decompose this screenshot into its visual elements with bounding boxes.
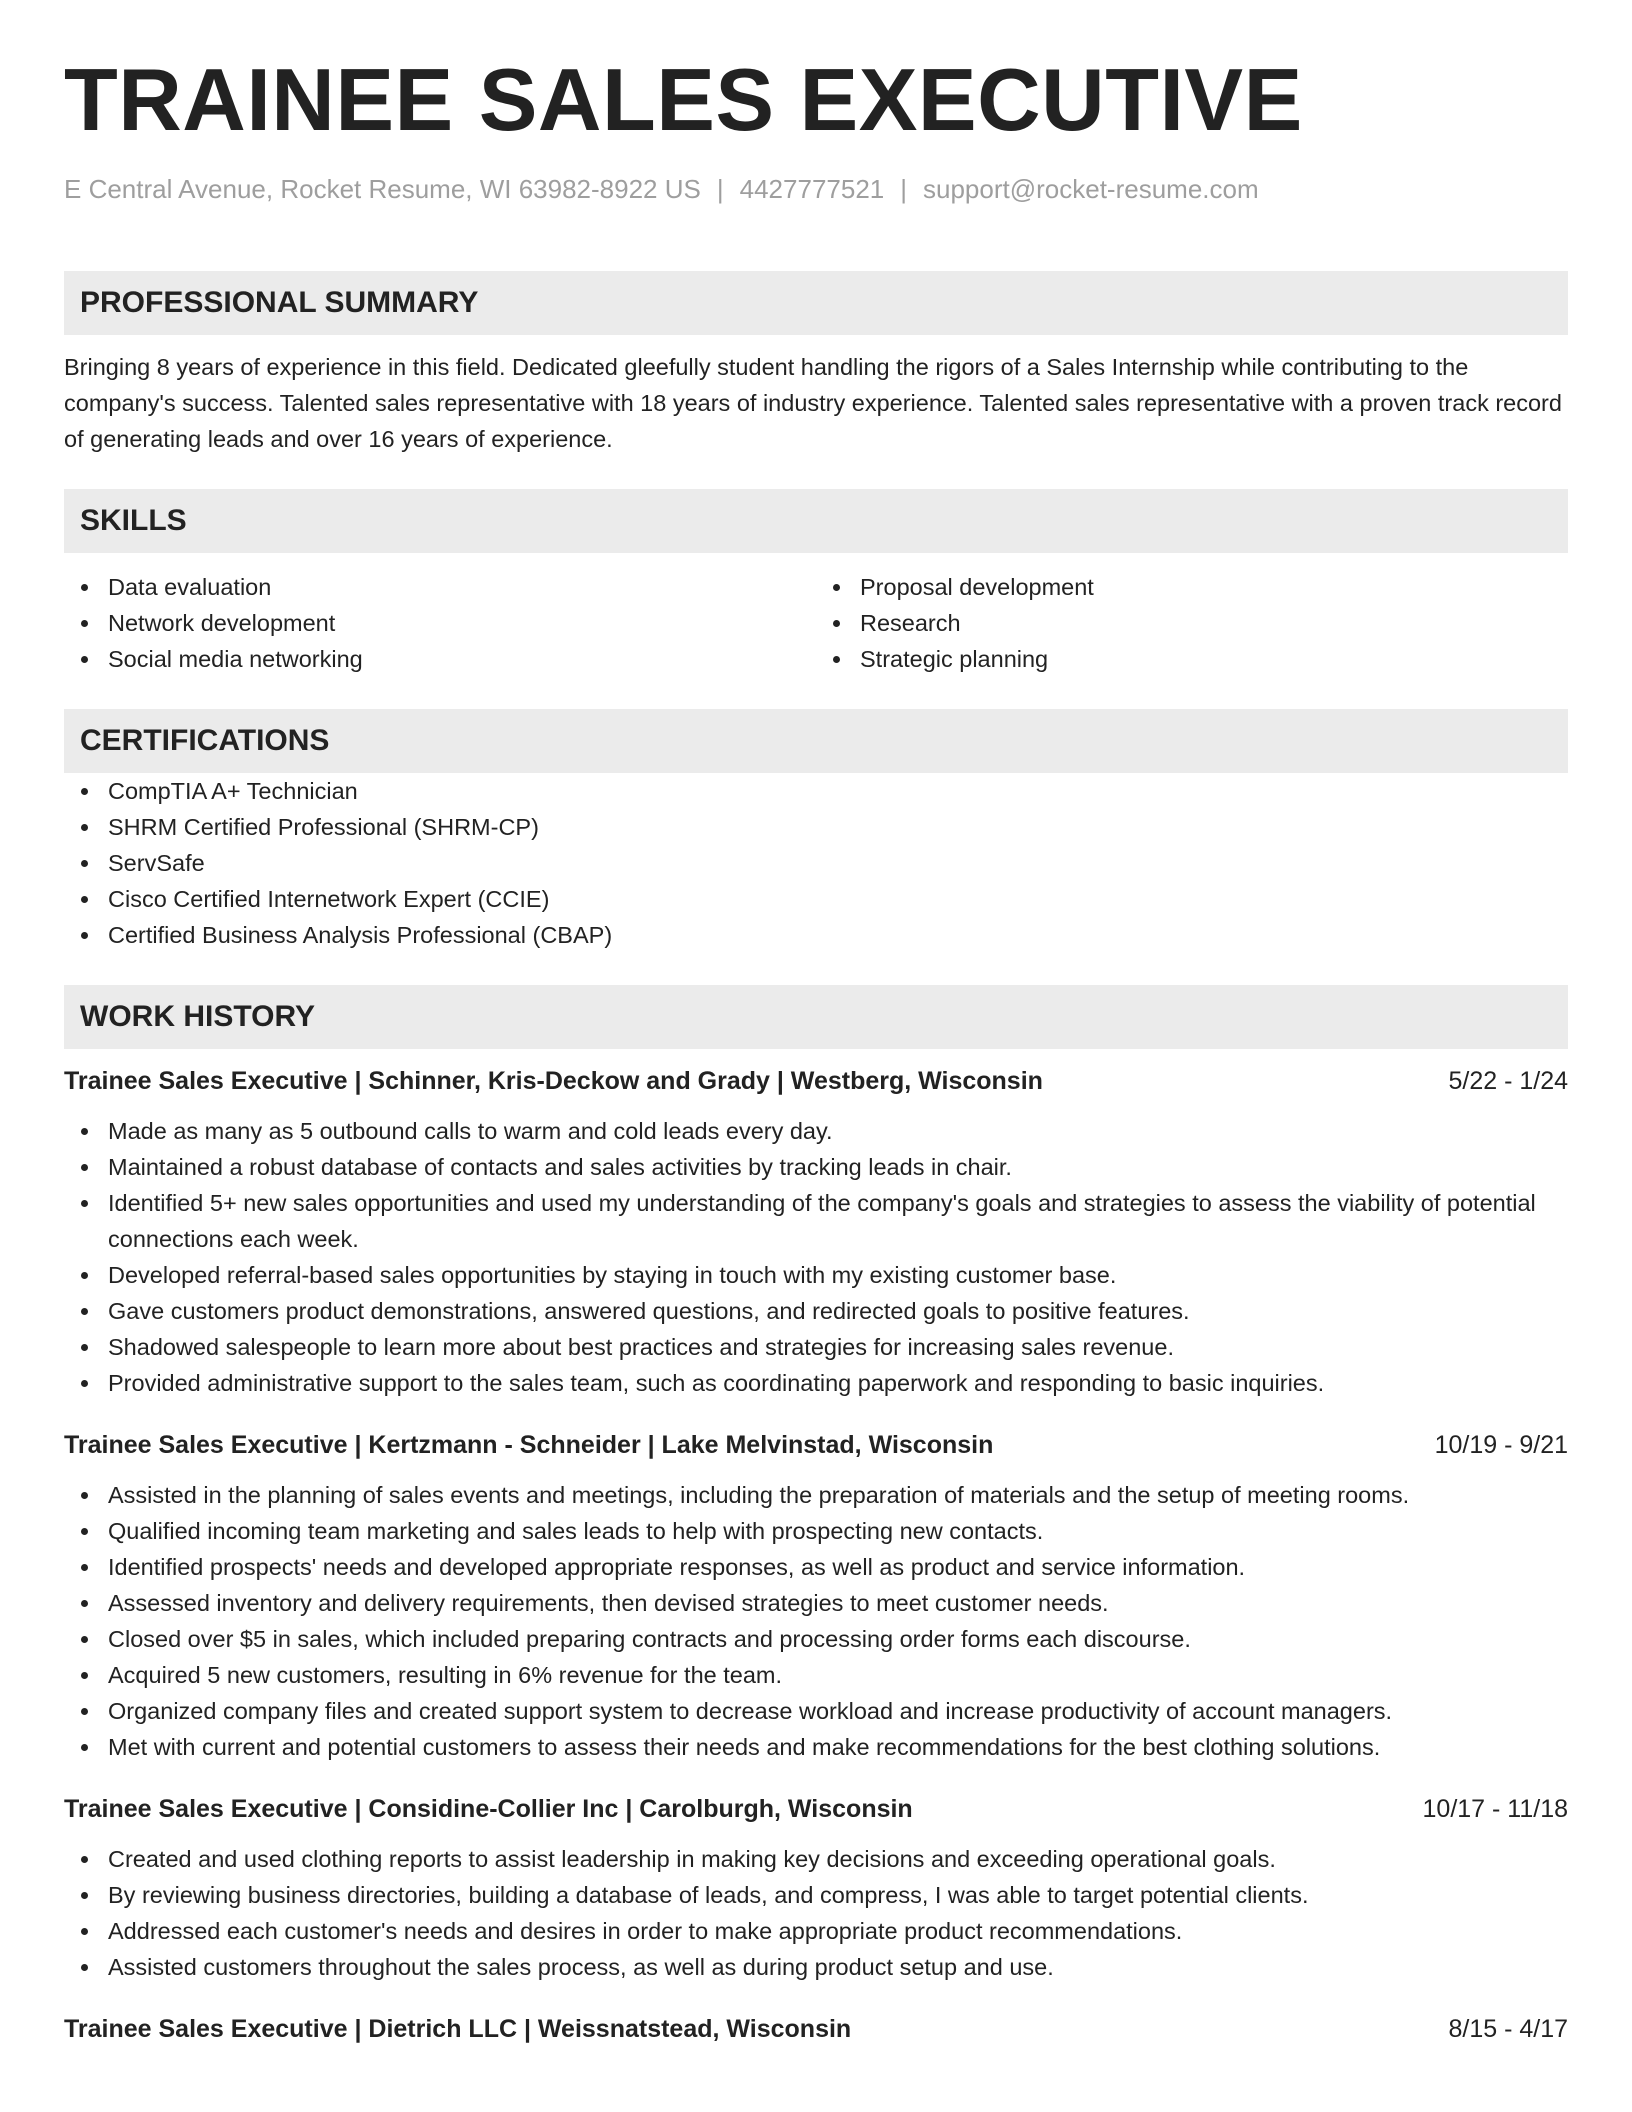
certification-item: ServSafe (64, 845, 1568, 881)
skills-heading: SKILLS (64, 489, 1568, 553)
certifications-list (64, 773, 1568, 953)
contact-separator: | (716, 174, 724, 204)
job-dates: 5/22 - 1/24 (1448, 1067, 1568, 1095)
resume-title: TRAINEE SALES EXECUTIVE (64, 50, 1303, 149)
job-bullets (64, 1841, 1568, 1985)
job-bullet: Qualified incoming team marketing and sales leads to help with prospecting new contacts. (64, 1513, 1568, 1549)
certification-item: CompTIA A+ Technician (64, 773, 1568, 809)
skills-list-right (816, 569, 1568, 677)
job-bullet: Made as many as 5 outbound calls to warm and cold leads every day. (64, 1113, 1568, 1149)
skills-list-left (64, 569, 816, 677)
job-title: Trainee Sales Executive | Schinner, Kris-Deckow and Grady | Westberg, Wisconsin (64, 1067, 1043, 1095)
job-dates: 8/15 - 4/17 (1448, 2015, 1568, 2043)
job-bullets (64, 1477, 1568, 1765)
job-header (64, 2011, 1568, 2047)
job-title: Trainee Sales Executive | Dietrich LLC | Weissnatstead, Wisconsin (64, 2015, 852, 2043)
contact-line (64, 174, 1568, 205)
job-bullet: Provided administrative support to the sales team, such as coordinating paperwork and responding to basic inquiries. (64, 1365, 1568, 1401)
job-entry (64, 2011, 1568, 2047)
contact-address: E Central Avenue, Rocket Resume, WI 63982-8922 US (64, 174, 701, 204)
job-entry (64, 1791, 1568, 1985)
certifications-heading: CERTIFICATIONS (64, 709, 1568, 773)
job-header (64, 1791, 1568, 1827)
skill-item: Data evaluation (64, 569, 816, 605)
job-title: Trainee Sales Executive | Considine-Collier Inc | Carolburgh, Wisconsin (64, 1795, 913, 1823)
contact-email: support@rocket-resume.com (923, 174, 1259, 204)
job-entry (64, 1063, 1568, 1401)
job-bullet: Closed over $5 in sales, which included preparing contracts and processing order forms each discourse. (64, 1621, 1568, 1657)
job-bullet: Created and used clothing reports to assist leadership in making key decisions and exceeding operational goals. (64, 1841, 1568, 1877)
summary-section (64, 271, 1568, 457)
job-bullet: Identified 5+ new sales opportunities and used my understanding of the company's goals and strategies to assess the viability of potential connections each week. (64, 1185, 1568, 1257)
summary-heading: PROFESSIONAL SUMMARY (64, 271, 1568, 335)
job-dates: 10/19 - 9/21 (1434, 1431, 1568, 1459)
certification-item: SHRM Certified Professional (SHRM-CP) (64, 809, 1568, 845)
job-bullet: Acquired 5 new customers, resulting in 6% revenue for the team. (64, 1657, 1568, 1693)
skill-item: Network development (64, 605, 816, 641)
job-bullet: Maintained a robust database of contacts and sales activities by tracking leads in chair. (64, 1149, 1568, 1185)
job-title: Trainee Sales Executive | Kertzmann - Schneider | Lake Melvinstad, Wisconsin (64, 1431, 994, 1459)
job-dates: 10/17 - 11/18 (1422, 1795, 1568, 1823)
skills-section (64, 489, 1568, 677)
work-history-section (64, 985, 1568, 2047)
skill-item: Social media networking (64, 641, 816, 677)
job-bullet: Organized company files and created support system to decrease workload and increase productivity of account managers. (64, 1693, 1568, 1729)
job-bullet: Assisted in the planning of sales events and meetings, including the preparation of materials and the setup of meeting rooms. (64, 1477, 1568, 1513)
job-bullet: Assessed inventory and delivery requirements, then devised strategies to meet customer needs. (64, 1585, 1568, 1621)
job-entry (64, 1427, 1568, 1765)
summary-text: Bringing 8 years of experience in this field. Dedicated gleefully student handling the rigors of a Sales Internship while contributing to the company's success. Talented sales representative with 18 years of industry experience. Talented sales representative with a proven track record of generating leads and over 16 years of experience. (64, 354, 1562, 452)
job-bullet: By reviewing business directories, building a database of leads, and compress, I was able to target potential clients. (64, 1877, 1568, 1913)
job-bullet: Gave customers product demonstrations, answered questions, and redirected goals to positive features. (64, 1293, 1568, 1329)
skill-item: Strategic planning (816, 641, 1568, 677)
job-bullet: Shadowed salespeople to learn more about best practices and strategies for increasing sales revenue. (64, 1329, 1568, 1365)
certification-item: Cisco Certified Internetwork Expert (CCIE) (64, 881, 1568, 917)
work-history-heading: WORK HISTORY (64, 985, 1568, 1049)
job-bullet: Identified prospects' needs and developed appropriate responses, as well as product and service information. (64, 1549, 1568, 1585)
job-bullet: Assisted customers throughout the sales process, as well as during product setup and use. (64, 1949, 1568, 1985)
certification-item: Certified Business Analysis Professional (CBAP) (64, 917, 1568, 953)
contact-separator: | (900, 174, 908, 204)
job-bullet: Developed referral-based sales opportunities by staying in touch with my existing customer base. (64, 1257, 1568, 1293)
job-bullets (64, 1113, 1568, 1401)
job-bullet: Addressed each customer's needs and desires in order to make appropriate product recommendations. (64, 1913, 1568, 1949)
job-bullet: Met with current and potential customers to assess their needs and make recommendations for the best clothing solutions. (64, 1729, 1568, 1765)
certifications-section (64, 709, 1568, 953)
job-header (64, 1427, 1568, 1463)
skills-grid (64, 569, 1568, 677)
skill-item: Research (816, 605, 1568, 641)
job-header (64, 1063, 1568, 1099)
contact-phone: 4427777521 (739, 174, 885, 204)
skill-item: Proposal development (816, 569, 1568, 605)
